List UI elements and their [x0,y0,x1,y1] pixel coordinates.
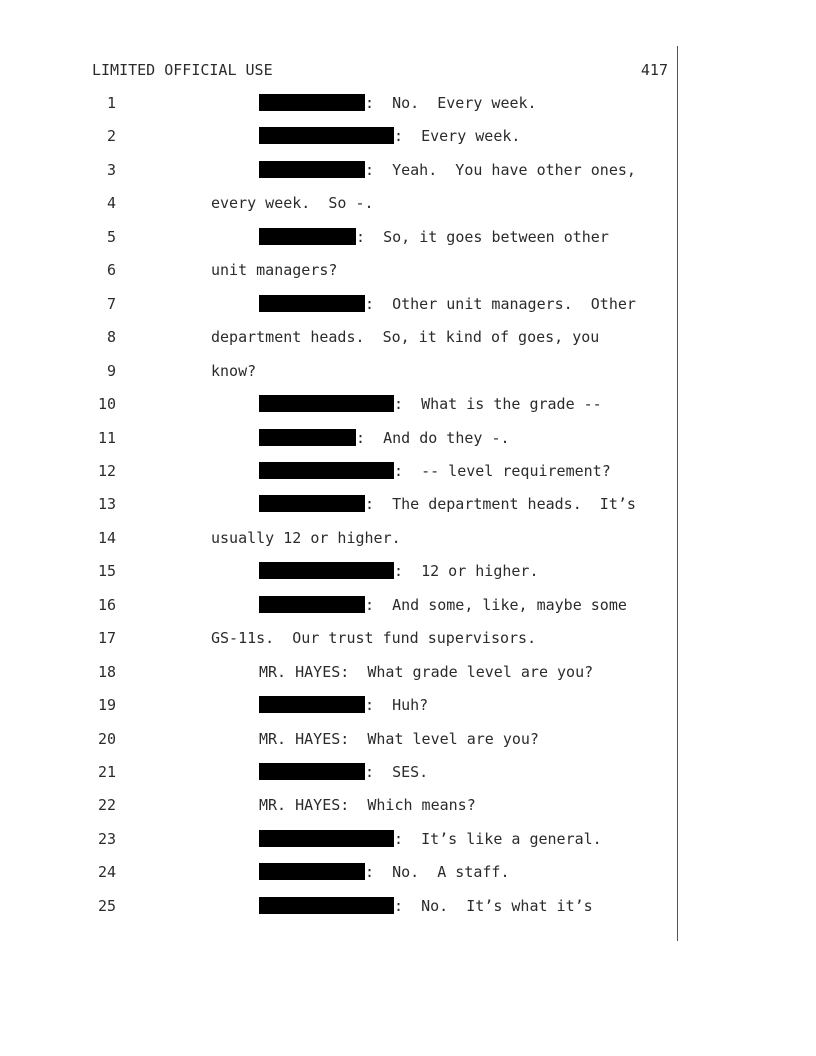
line-text: : Other unit managers. Other [365,294,636,313]
line-text: : No. A staff. [365,863,510,882]
transcript-line [0,293,680,315]
line-number: 15 [97,562,116,581]
redacted-speaker-name [259,295,365,312]
transcript-line [0,828,680,850]
redacted-speaker-name [259,863,365,880]
redacted-speaker-name [259,94,365,111]
line-text: : So, it goes between other [356,227,609,246]
redacted-speaker-name [259,830,394,847]
transcript-line [0,627,680,649]
redacted-speaker-name [259,562,394,579]
transcript-line [0,360,680,382]
line-number: 11 [97,428,116,447]
transcript-line [0,159,680,181]
line-number: 5 [106,227,116,246]
line-number: 21 [97,763,116,781]
redacted-speaker-name [259,429,356,446]
transcript-line [0,192,680,214]
line-text: : And some, like, maybe some [365,595,627,614]
line-text: unit managers? [211,261,338,280]
line-number: 10 [97,395,116,414]
redacted-speaker-name [259,763,365,780]
transcript-line [0,259,680,281]
line-number: 17 [97,629,116,648]
transcript-line [0,427,680,449]
page-number: 417 [640,61,668,79]
line-text: MR. HAYES: Which means? [259,796,476,815]
line-text: : No. Every week. [365,94,537,112]
line-number: 24 [97,863,116,882]
redacted-speaker-name [259,228,356,245]
line-number: 7 [106,294,116,313]
line-number: 18 [97,662,116,681]
line-text: : Yeah. You have other ones, [365,160,636,179]
line-number: 4 [106,194,116,213]
transcript-line [0,861,680,883]
line-text: : 12 or higher. [394,562,539,581]
redacted-speaker-name [259,897,394,914]
line-number: 23 [97,829,116,848]
line-text: every week. So -. [211,194,374,213]
transcript-line [0,92,680,114]
transcript-line [0,493,680,515]
transcript-line [0,393,680,415]
transcript-line [0,527,680,549]
line-text: : Huh? [365,696,429,715]
line-number: 8 [106,328,116,347]
line-number: 20 [97,729,116,748]
line-number: 9 [106,361,116,380]
redacted-speaker-name [259,127,394,144]
line-number: 25 [97,896,116,915]
line-text: : -- level requirement? [394,461,611,480]
line-number: 16 [97,595,116,614]
transcript-line [0,895,680,917]
transcript-line [0,794,680,816]
redacted-speaker-name [259,696,365,713]
transcript-line [0,560,680,582]
transcript-line [0,326,680,348]
line-text: : And do they -. [356,428,510,447]
redacted-speaker-name [259,395,394,412]
transcript-line [0,460,680,482]
line-number: 3 [106,160,116,179]
transcript-line [0,226,680,248]
line-text: : It’s like a general. [394,829,602,848]
line-text: know? [211,361,257,380]
redacted-speaker-name [259,161,365,178]
line-number: 14 [97,528,116,547]
transcript-line [0,761,680,783]
line-text: : What is the grade -- [394,395,602,414]
redacted-speaker-name [259,462,394,479]
redacted-speaker-name [259,495,365,512]
line-text: : No. It’s what it’s [394,896,593,915]
line-text: : The department heads. It’s [365,495,636,514]
classification-header: LIMITED OFFICIAL USE [92,61,273,79]
line-text: MR. HAYES: What grade level are you? [259,662,594,681]
redacted-speaker-name [259,596,365,613]
line-text: department heads. So, it kind of goes, you [211,328,600,347]
line-number: 13 [97,495,116,514]
line-number: 6 [106,261,116,280]
transcript-line [0,594,680,616]
line-number: 12 [97,461,116,480]
transcript-line [0,728,680,750]
transcript-line [0,125,680,147]
line-text: : Every week. [394,127,521,146]
line-text: GS-11s. Our trust fund supervisors. [211,629,537,648]
line-text: usually 12 or higher. [211,528,401,547]
line-number: 1 [106,94,116,112]
line-number: 2 [106,127,116,146]
transcript-line [0,661,680,683]
line-number: 22 [97,796,116,815]
line-number: 19 [97,696,116,715]
line-text: : SES. [365,763,429,781]
line-text: MR. HAYES: What level are you? [259,729,539,748]
transcript-line [0,694,680,716]
